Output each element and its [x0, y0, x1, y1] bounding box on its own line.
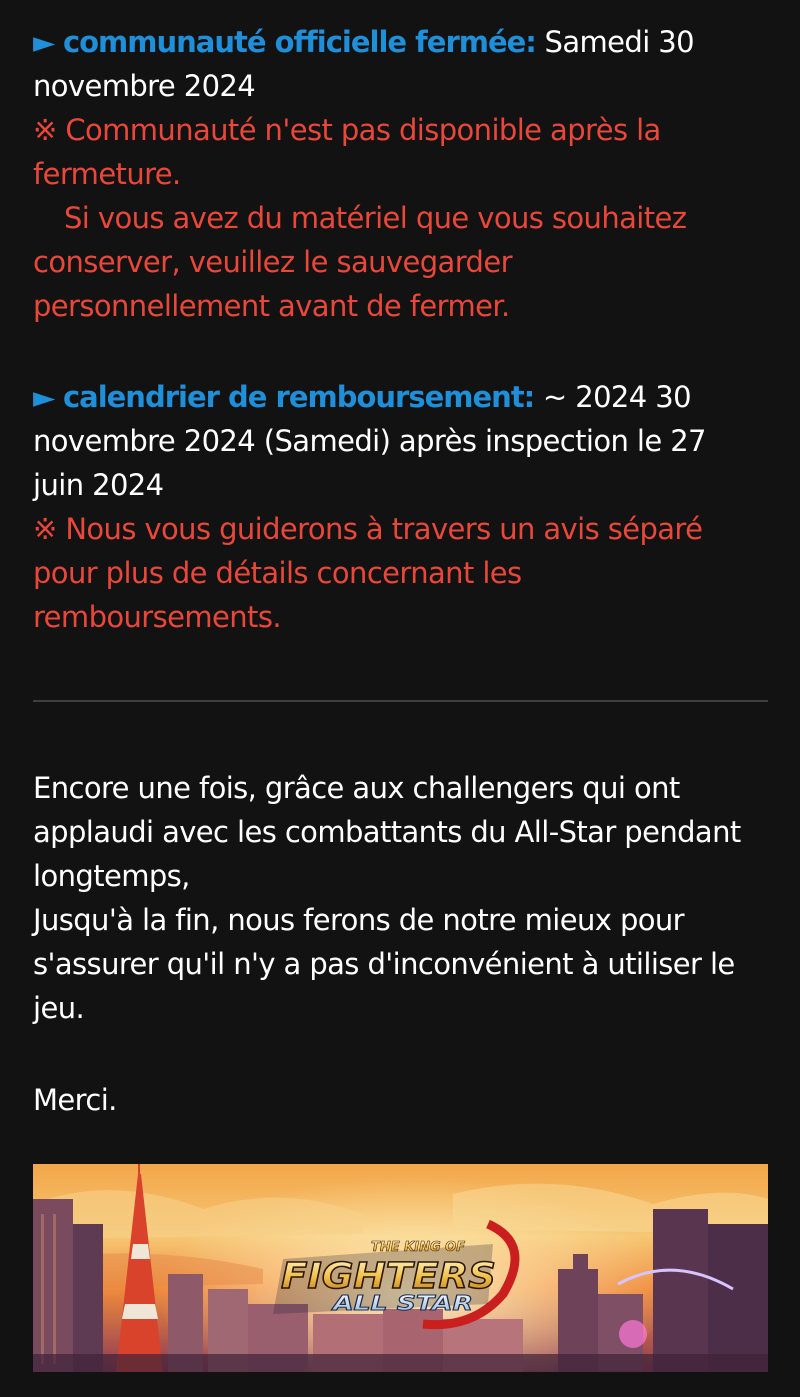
- thanks-text: Merci.: [33, 1083, 117, 1117]
- community-closure-line: [33, 20, 773, 64]
- section-divider: [33, 700, 768, 702]
- community-note-line: ※ Communauté n'est pas disponible après la: [33, 113, 661, 147]
- game-banner-image: [33, 1164, 768, 1372]
- closing-message: [33, 766, 773, 1030]
- refund-note-line: pour plus de détails concernant les: [33, 556, 522, 590]
- refund-schedule-section: [33, 375, 773, 639]
- community-note-line: personnellement avant de fermer.: [33, 289, 510, 323]
- closing-line: applaudi avec les combattants du All-Star pendant: [33, 815, 741, 849]
- closing-line: jeu.: [33, 991, 85, 1025]
- community-note-line: Si vous avez du matériel que vous souhaitez: [64, 201, 687, 235]
- refund-schedule-label: calendrier de remboursement:: [62, 380, 535, 414]
- closing-line: longtemps,: [33, 859, 190, 893]
- refund-schedule-date: ~ 2024 30: [534, 380, 691, 414]
- logo-sub-text: ALL STAR: [330, 1291, 473, 1315]
- refund-schedule-line: [33, 375, 773, 419]
- logo-top-text: THE KING OF: [371, 1240, 466, 1255]
- logo-main-text: FIGHTERS: [281, 1256, 496, 1297]
- closing-line: Encore une fois, grâce aux challengers qui ont: [33, 771, 680, 805]
- play-arrow-icon: ►: [33, 380, 55, 414]
- community-closure-label: communauté officielle fermée:: [62, 25, 536, 59]
- community-note-line: fermeture.: [33, 157, 181, 191]
- community-closure-date: Samedi 30: [535, 25, 694, 59]
- community-closure-date-cont: novembre 2024: [33, 69, 256, 103]
- refund-note-line: remboursements.: [33, 600, 281, 634]
- refund-schedule-date-cont: juin 2024: [33, 468, 164, 502]
- community-note-line: conserver, veuillez le sauvegarder: [33, 245, 512, 279]
- community-closure-section: [33, 20, 773, 328]
- play-arrow-icon: ►: [33, 25, 55, 59]
- closing-line: s'assurer qu'il n'y a pas d'inconvénient à utiliser le: [33, 947, 735, 981]
- refund-note-line: ※ Nous vous guiderons à travers un avis séparé: [33, 512, 703, 546]
- closing-line: Jusqu'à la fin, nous ferons de notre mieux pour: [33, 903, 685, 937]
- refund-schedule-date-cont: novembre 2024 (Samedi) après inspection le 27: [33, 424, 706, 458]
